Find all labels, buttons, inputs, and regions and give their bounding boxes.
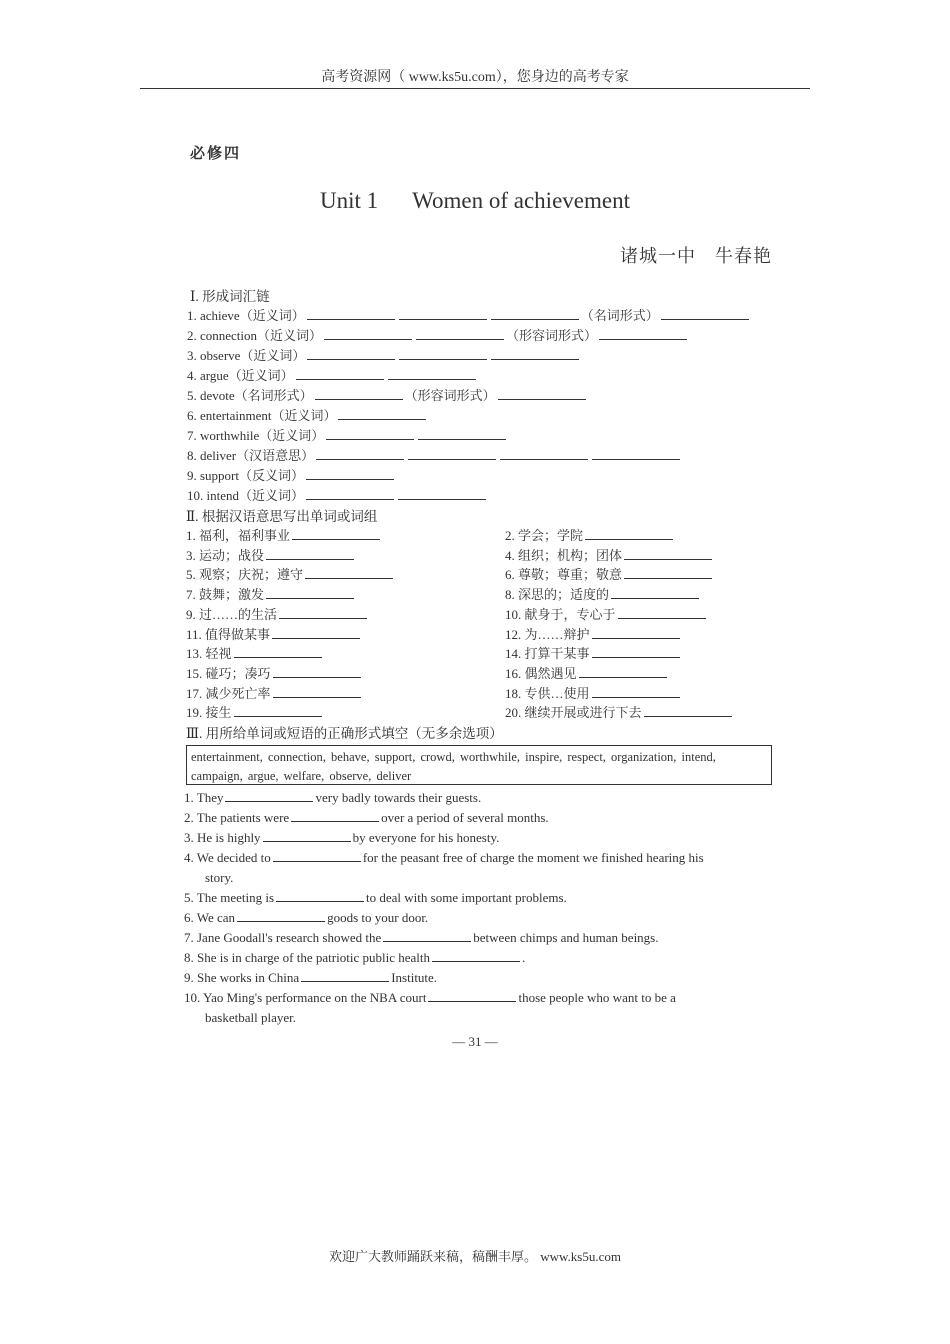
item-prompt: 13. 轻视 bbox=[186, 646, 232, 662]
answer-blank[interactable] bbox=[624, 549, 712, 560]
section1-item bbox=[187, 325, 689, 344]
sentence-item bbox=[184, 890, 567, 906]
section1-item bbox=[187, 405, 428, 424]
item-prompt: 3. 运动；战役 bbox=[186, 547, 265, 563]
item-prompt: 15. 碰巧；凑巧 bbox=[186, 665, 271, 681]
item-form-hint: （形容词形式） bbox=[404, 388, 496, 403]
sentence-end: those people who want to be a bbox=[518, 990, 676, 1005]
item-prompt: 11. 值得做某事 bbox=[186, 626, 271, 642]
page-number: — 31 — bbox=[452, 1034, 498, 1049]
answer-blank[interactable] bbox=[498, 389, 586, 400]
answer-blank[interactable] bbox=[276, 891, 364, 902]
answer-blank[interactable] bbox=[398, 489, 486, 500]
answer-blank[interactable] bbox=[661, 309, 749, 320]
item-prompt: 4. argue（近义词） bbox=[187, 368, 294, 383]
answer-blank[interactable] bbox=[315, 389, 403, 400]
section2-item-left bbox=[186, 683, 363, 702]
unit-name: Women of achievement bbox=[412, 188, 630, 213]
answer-blank[interactable] bbox=[432, 951, 520, 962]
answer-blank[interactable] bbox=[408, 449, 496, 460]
item-prompt: 7. 鼓舞；激发 bbox=[186, 587, 265, 603]
item-prompt: 20. 继续开展或进行下去 bbox=[505, 705, 642, 721]
answer-blank[interactable] bbox=[338, 409, 426, 420]
answer-blank[interactable] bbox=[644, 706, 732, 717]
section2-item-left bbox=[186, 545, 356, 564]
answer-blank[interactable] bbox=[388, 369, 476, 380]
sentence-item bbox=[184, 850, 704, 866]
section2-item-right bbox=[505, 525, 675, 544]
section2-item-left bbox=[186, 624, 362, 643]
sentence-item bbox=[184, 810, 549, 826]
answer-blank[interactable] bbox=[266, 588, 354, 599]
item-prompt: 18. 专供…使用 bbox=[505, 685, 590, 701]
item-prompt: 2. connection（近义词） bbox=[187, 328, 323, 343]
answer-blank[interactable] bbox=[305, 568, 393, 579]
answer-blank[interactable] bbox=[500, 449, 588, 460]
answer-blank[interactable] bbox=[225, 791, 313, 802]
item-form-hint: （形容词形式） bbox=[506, 328, 598, 343]
answer-blank[interactable] bbox=[611, 588, 699, 599]
answer-blank[interactable] bbox=[585, 529, 673, 540]
item-prompt: 8. 深思的；适度的 bbox=[505, 587, 610, 603]
answer-blank[interactable] bbox=[306, 489, 394, 500]
sentence-start: 4. We decided to bbox=[184, 850, 271, 865]
section2-item-left bbox=[186, 604, 369, 623]
sentence-start: 1. They bbox=[184, 790, 224, 805]
sentence-end: Institute. bbox=[391, 970, 438, 985]
answer-blank[interactable] bbox=[263, 831, 351, 842]
answer-blank[interactable] bbox=[316, 449, 404, 460]
answer-blank[interactable] bbox=[273, 851, 361, 862]
sentence-item bbox=[184, 950, 525, 966]
answer-blank[interactable] bbox=[399, 349, 487, 360]
section2-item-right bbox=[505, 584, 701, 603]
unit-title bbox=[320, 188, 630, 214]
section2-item-right bbox=[505, 683, 682, 702]
answer-blank[interactable] bbox=[273, 667, 361, 678]
section3-title: Ⅲ. 用所给单词或短语的正确形式填空（无多余选项） bbox=[186, 726, 503, 741]
item-prompt: 9. support（反义词） bbox=[187, 468, 305, 483]
section1-title: Ⅰ. 形成词汇链 bbox=[190, 289, 270, 304]
item-prompt: 12. 为……辩护 bbox=[505, 626, 590, 642]
answer-blank[interactable] bbox=[266, 549, 354, 560]
section2-item-right bbox=[505, 545, 714, 564]
page-header: 高考资源网（ www.ks5u.com），您身边的高考专家 bbox=[321, 70, 629, 85]
item-prompt: 17. 减少死亡率 bbox=[186, 685, 271, 701]
section1-item bbox=[187, 385, 588, 404]
header-divider bbox=[140, 88, 810, 89]
section1-item bbox=[187, 465, 396, 484]
section2-item-right bbox=[505, 624, 682, 643]
answer-blank[interactable] bbox=[279, 608, 367, 619]
sentence-end: by everyone for his honesty. bbox=[352, 830, 500, 845]
answer-blank[interactable] bbox=[326, 429, 414, 440]
item-prompt: 9. 过……的生活 bbox=[186, 606, 278, 622]
sentence-start: 3. He is highly bbox=[184, 830, 261, 845]
answer-blank[interactable] bbox=[307, 349, 395, 360]
answer-blank[interactable] bbox=[307, 309, 395, 320]
item-prompt: 10. 献身于，专心于 bbox=[505, 606, 616, 622]
sentence-continuation: basketball player. bbox=[205, 1010, 296, 1025]
item-prompt: 6. 尊敬；尊重；敬意 bbox=[505, 567, 623, 583]
word-bank-box bbox=[186, 745, 772, 785]
book-label: 必修四 bbox=[190, 146, 242, 162]
answer-blank[interactable] bbox=[296, 369, 384, 380]
item-prompt: 5. devote（名词形式） bbox=[187, 388, 313, 403]
sentence-item bbox=[184, 990, 676, 1006]
sentence-item bbox=[184, 830, 499, 846]
answer-blank[interactable] bbox=[416, 329, 504, 340]
sentence-item bbox=[184, 790, 481, 806]
answer-blank[interactable] bbox=[624, 568, 712, 579]
answer-blank[interactable] bbox=[592, 449, 680, 460]
item-prompt: 1. achieve（近义词） bbox=[187, 308, 305, 323]
sentence-end: between chimps and human beings. bbox=[473, 930, 659, 945]
item-prompt: 2. 学会；学院 bbox=[505, 528, 584, 543]
sentence-end: . bbox=[521, 950, 526, 965]
section2-item-right bbox=[505, 564, 714, 583]
section1-item bbox=[187, 425, 508, 444]
answer-blank[interactable] bbox=[592, 647, 680, 658]
answer-blank[interactable] bbox=[301, 971, 389, 982]
sentence-start: 8. She is in charge of the patriotic public health bbox=[184, 950, 430, 965]
answer-blank[interactable] bbox=[292, 529, 380, 540]
answer-blank[interactable] bbox=[428, 991, 516, 1002]
answer-blank[interactable] bbox=[237, 911, 325, 922]
item-prompt: 1. 福利，福利事业 bbox=[186, 528, 291, 543]
section2-item-left bbox=[186, 564, 395, 583]
item-prompt: 19. 接生 bbox=[186, 705, 232, 721]
answer-blank[interactable] bbox=[291, 811, 379, 822]
section2-item-left bbox=[186, 525, 382, 544]
section1-item bbox=[187, 345, 581, 364]
item-prompt: 5. 观察；庆祝；遵守 bbox=[186, 567, 304, 583]
answer-blank[interactable] bbox=[618, 608, 706, 619]
sentence-end: goods to your door. bbox=[327, 910, 429, 925]
sentence-item bbox=[184, 910, 428, 926]
sentence-item bbox=[184, 970, 437, 986]
section1-item bbox=[187, 365, 478, 384]
sentence-end: to deal with some important problems. bbox=[366, 890, 567, 905]
sentence-item bbox=[184, 930, 659, 946]
page-footer: 欢迎广大教师踊跃来稿，稿酬丰厚。 www.ks5u.com bbox=[328, 1249, 621, 1264]
word-bank: entertainment, connection, behave, support, crowd, worthwhile, inspire, respect, organization, intend, campaign, argue, welfare, observe, deliver bbox=[191, 750, 716, 783]
answer-blank[interactable] bbox=[383, 931, 471, 942]
sentence-start: 10. Yao Ming's performance on the NBA court bbox=[184, 990, 427, 1005]
section2-item-right bbox=[505, 663, 669, 682]
item-prompt: 7. worthwhile（近义词） bbox=[187, 428, 325, 443]
answer-blank[interactable] bbox=[234, 647, 322, 658]
section2-item-left bbox=[186, 663, 363, 682]
item-prompt: 3. observe（近义词） bbox=[187, 348, 306, 363]
section1-item bbox=[187, 485, 488, 504]
section2-title: Ⅱ. 根据汉语意思写出单词或词组 bbox=[186, 509, 378, 524]
sentence-start: 6. We can bbox=[184, 910, 236, 925]
answer-blank[interactable] bbox=[592, 628, 680, 639]
section2-item-right bbox=[505, 643, 682, 662]
item-prompt: 10. intend（近义词） bbox=[187, 488, 304, 503]
section2-item-right bbox=[505, 604, 708, 623]
item-prompt: 4. 组织；机构；团体 bbox=[505, 547, 623, 563]
item-prompt: 16. 偶然遇见 bbox=[505, 665, 577, 681]
section1-item bbox=[187, 305, 751, 324]
sentence-start: 2. The patients were bbox=[184, 810, 290, 825]
sentence-start: 7. Jane Goodall's research showed the bbox=[184, 930, 382, 945]
section2-item-left bbox=[186, 702, 324, 721]
answer-blank[interactable] bbox=[592, 687, 680, 698]
answer-blank[interactable] bbox=[579, 667, 667, 678]
answer-blank[interactable] bbox=[418, 429, 506, 440]
item-prompt: 8. deliver（汉语意思） bbox=[187, 448, 315, 463]
section2-item-left bbox=[186, 643, 324, 662]
sentence-start: 9. She works in China bbox=[184, 970, 300, 985]
author-line: 诸城一中 牛春艳 bbox=[620, 246, 772, 266]
answer-blank[interactable] bbox=[491, 349, 579, 360]
sentence-end: for the peasant free of charge the moment we finished hearing his bbox=[362, 850, 704, 865]
sentence-end: over a period of several months. bbox=[381, 810, 549, 825]
item-prompt: 6. entertainment（近义词） bbox=[187, 408, 337, 423]
answer-blank[interactable] bbox=[324, 329, 412, 340]
answer-blank[interactable] bbox=[399, 309, 487, 320]
answer-blank[interactable] bbox=[599, 329, 687, 340]
answer-blank[interactable] bbox=[491, 309, 579, 320]
section2-item-left bbox=[186, 584, 356, 603]
item-form-hint: （名词形式） bbox=[580, 308, 659, 323]
sentence-end: very badly towards their guests. bbox=[315, 790, 482, 805]
answer-blank[interactable] bbox=[234, 706, 322, 717]
answer-blank[interactable] bbox=[272, 628, 360, 639]
answer-blank[interactable] bbox=[306, 469, 394, 480]
section2-item-right bbox=[505, 702, 734, 721]
item-prompt: 14. 打算干某事 bbox=[505, 646, 590, 662]
sentence-start: 5. The meeting is bbox=[184, 890, 275, 905]
unit-number: Unit 1 bbox=[320, 188, 379, 213]
answer-blank[interactable] bbox=[273, 687, 361, 698]
section1-item bbox=[187, 445, 682, 464]
sentence-continuation: story. bbox=[205, 870, 234, 885]
